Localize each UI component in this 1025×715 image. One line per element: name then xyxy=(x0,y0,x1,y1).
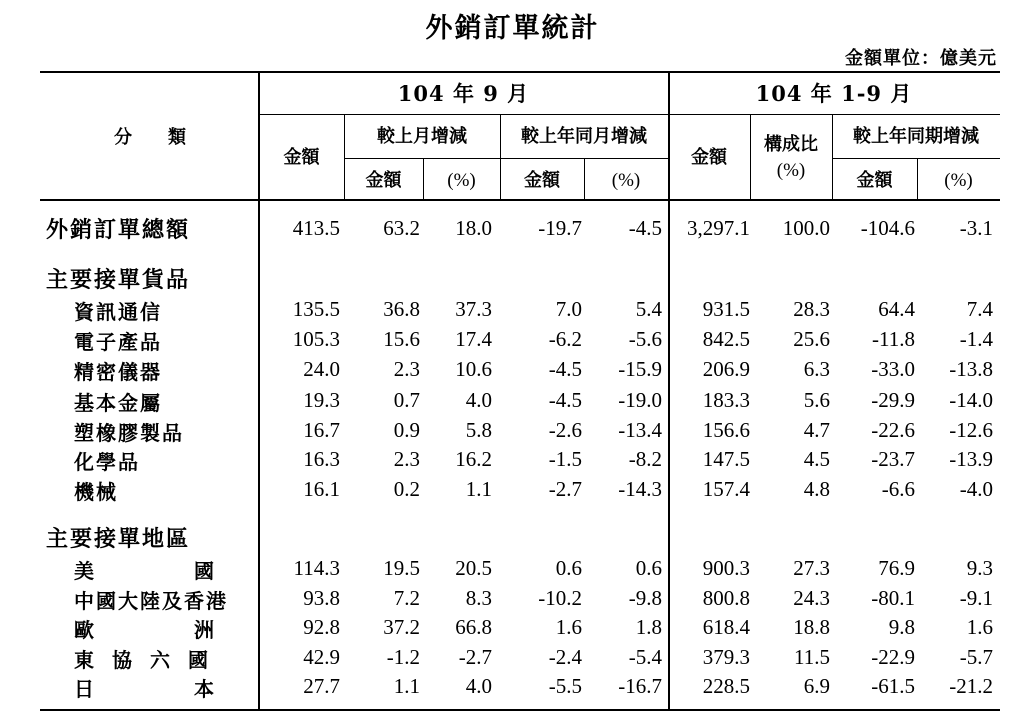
table-cell: 1.1 xyxy=(393,674,420,698)
table-cell: 7.4 xyxy=(966,297,993,321)
table-cell: 19.3 xyxy=(303,388,340,412)
table-cell: -61.5 xyxy=(871,674,915,698)
table-cell: 20.5 xyxy=(455,556,492,580)
table-cell: 842.5 xyxy=(702,327,750,351)
table-cell: -3.1 xyxy=(959,216,993,240)
row-label-char: 國 xyxy=(188,648,208,672)
table-cell: 24.3 xyxy=(793,586,830,610)
table-cell: 1.6 xyxy=(966,615,993,639)
table-cell: -4.5 xyxy=(548,388,582,412)
table-cell: 19.5 xyxy=(383,556,420,580)
period-month-header: 104 年 9 月 xyxy=(397,81,530,106)
table-cell: -11.8 xyxy=(872,327,915,351)
table-cell: -21.2 xyxy=(949,674,993,698)
table-cell: 24.0 xyxy=(303,357,340,381)
table-cell: 6.9 xyxy=(803,674,830,698)
table-cell: -1.2 xyxy=(386,645,420,669)
table-cell: 105.3 xyxy=(292,327,340,351)
table-cell: 157.4 xyxy=(702,477,750,501)
subheader-divider-ytd xyxy=(832,158,1000,159)
table-cell: -22.6 xyxy=(871,418,915,442)
vs-last-month-header: 較上月增減 xyxy=(377,126,467,147)
table-cell: 228.5 xyxy=(702,674,750,698)
total-row-label: 外銷訂單總額 xyxy=(46,217,191,243)
table-cell: 4.7 xyxy=(803,418,830,442)
table-cell: 183.3 xyxy=(702,388,750,412)
table-cell: -1.5 xyxy=(548,447,582,471)
row-label-char: 歐 xyxy=(74,618,94,642)
table-cell: -5.7 xyxy=(959,645,993,669)
table-cell: 27.7 xyxy=(303,674,340,698)
unit-label: 金額單位：億美元 xyxy=(845,48,997,69)
table-cell: 206.9 xyxy=(702,357,750,381)
row-label: 機械 xyxy=(74,480,118,504)
table-cell: 618.4 xyxy=(702,615,750,639)
table-cell: 1.8 xyxy=(635,615,662,639)
row-label-char: 協 xyxy=(112,648,132,672)
period-ytd-header: 104 年 1-9 月 xyxy=(755,81,913,106)
table-cell: -2.6 xyxy=(548,418,582,442)
row-label-char: 東 xyxy=(74,648,94,672)
table-cell: 8.3 xyxy=(465,586,492,610)
row-label-justified xyxy=(74,644,208,673)
subheader-divider-month xyxy=(344,158,668,159)
table-cell: 7.0 xyxy=(555,297,582,321)
table-cell: 0.6 xyxy=(635,556,662,580)
table-cell: -13.9 xyxy=(949,447,993,471)
row-label-char: 國 xyxy=(194,559,214,583)
month-amount-header: 金額 xyxy=(283,147,320,168)
table-cell: -22.9 xyxy=(871,645,915,669)
table-cell: -9.8 xyxy=(628,586,662,610)
section-heading: 主要接單地區 xyxy=(46,526,191,552)
table-cell: -5.6 xyxy=(628,327,662,351)
table-cell: 6.3 xyxy=(803,357,830,381)
table-cell: -4.0 xyxy=(959,477,993,501)
table-cell: -5.5 xyxy=(548,674,582,698)
row-label: 塑橡膠製品 xyxy=(74,421,184,445)
table-cell: 900.3 xyxy=(702,556,750,580)
table-cell: -80.1 xyxy=(871,586,915,610)
table-cell: 3,297.1 xyxy=(687,216,750,240)
table-cell: -4.5 xyxy=(628,216,662,240)
table-cell: 7.2 xyxy=(393,586,420,610)
table-cell: -104.6 xyxy=(860,216,915,240)
table-cell: -1.4 xyxy=(959,327,993,351)
table-cell: 1.1 xyxy=(465,477,492,501)
table-cell: -14.3 xyxy=(618,477,662,501)
table-cell: -13.8 xyxy=(949,357,993,381)
table-cell: 9.3 xyxy=(966,556,993,580)
sub-pct-header-2: (%) xyxy=(611,170,641,191)
table-cell: 4.8 xyxy=(803,477,830,501)
row-label-justified xyxy=(74,673,214,702)
table-cell: 5.6 xyxy=(803,388,830,412)
table-cell: 76.9 xyxy=(878,556,915,580)
share-header xyxy=(750,134,832,182)
vs-last-year-month-header: 較上年同月增減 xyxy=(521,126,647,147)
sub-pct-header-3: (%) xyxy=(944,170,973,191)
table-cell: 28.3 xyxy=(793,297,830,321)
table-cell: -4.5 xyxy=(548,357,582,381)
ytd-amount-header: 金額 xyxy=(691,147,727,168)
row-label-justified xyxy=(74,614,214,643)
table-cell: 379.3 xyxy=(702,645,750,669)
table-cell: 37.3 xyxy=(455,297,492,321)
table-cell: -19.0 xyxy=(618,388,662,412)
row-label-char: 本 xyxy=(194,677,214,701)
table-cell: 63.2 xyxy=(383,216,420,240)
table-cell: 16.1 xyxy=(303,477,340,501)
sub-pct-header-1: (%) xyxy=(447,170,476,191)
table-cell: -5.4 xyxy=(628,645,662,669)
table-cell: 147.5 xyxy=(702,447,750,471)
category-header: 分 類 xyxy=(114,127,186,148)
row-label: 中國大陸及香港 xyxy=(74,589,228,613)
table-cell: -33.0 xyxy=(871,357,915,381)
table-cell: 114.3 xyxy=(293,556,340,580)
period-header-divider xyxy=(259,114,1000,115)
table-cell: 5.4 xyxy=(635,297,662,321)
table-cell: 135.5 xyxy=(292,297,340,321)
table-cell: 0.7 xyxy=(393,388,420,412)
row-label-char: 日 xyxy=(74,677,94,701)
row-label-char: 六 xyxy=(150,648,170,672)
table-cell: 0.2 xyxy=(393,477,420,501)
header-bottom-border xyxy=(40,199,1000,201)
table-cell: -14.0 xyxy=(949,388,993,412)
table-cell: -9.1 xyxy=(959,586,993,610)
row-label: 精密儀器 xyxy=(74,360,162,384)
table-cell: -2.7 xyxy=(458,645,492,669)
vs-last-year-period-header: 較上年同期增減 xyxy=(853,126,979,147)
table-cell: 66.8 xyxy=(455,615,492,639)
page-title: 外銷訂單統計 xyxy=(425,13,600,44)
table-cell: 413.5 xyxy=(292,216,340,240)
row-label-char: 美 xyxy=(74,559,94,583)
share-header-label: 構成比 xyxy=(764,134,818,155)
sub-amount-header-2: 金額 xyxy=(524,170,560,191)
table-cell: 800.8 xyxy=(702,586,750,610)
row-label-char: 洲 xyxy=(194,618,214,642)
table-cell: 64.4 xyxy=(878,297,915,321)
table-cell: 5.8 xyxy=(465,418,492,442)
table-cell: 931.5 xyxy=(702,297,750,321)
table-cell: 25.6 xyxy=(793,327,830,351)
table-cell: 11.5 xyxy=(794,645,830,669)
section-heading: 主要接單貨品 xyxy=(46,267,191,293)
row-label: 資訊通信 xyxy=(74,300,162,324)
table-cell: -23.7 xyxy=(871,447,915,471)
table-cell: 2.3 xyxy=(393,357,420,381)
table-cell: 9.8 xyxy=(888,615,915,639)
table-top-border xyxy=(40,71,1000,73)
share-header-unit: (%) xyxy=(776,160,806,181)
table-cell: 16.2 xyxy=(455,447,492,471)
table-cell: 156.6 xyxy=(702,418,750,442)
table-cell: -12.6 xyxy=(949,418,993,442)
table-cell: 27.3 xyxy=(793,556,830,580)
table-cell: 18.0 xyxy=(455,216,492,240)
table-cell: -15.9 xyxy=(618,357,662,381)
table-cell: 0.6 xyxy=(555,556,582,580)
table-cell: -10.2 xyxy=(538,586,582,610)
table-cell: 15.6 xyxy=(383,327,420,351)
row-label-justified xyxy=(74,555,214,584)
row-label: 基本金屬 xyxy=(74,391,162,415)
table-cell: 37.2 xyxy=(383,615,420,639)
table-cell: 4.5 xyxy=(803,447,830,471)
table-cell: 16.3 xyxy=(303,447,340,471)
table-cell: -16.7 xyxy=(618,674,662,698)
table-bottom-border xyxy=(40,709,1000,711)
table-cell: -2.4 xyxy=(548,645,582,669)
table-cell: 100.0 xyxy=(782,216,830,240)
table-cell: -19.7 xyxy=(538,216,582,240)
table-cell: 2.3 xyxy=(393,447,420,471)
table-cell: 42.9 xyxy=(303,645,340,669)
table-cell: 17.4 xyxy=(455,327,492,351)
table-cell: -13.4 xyxy=(618,418,662,442)
table-cell: 4.0 xyxy=(465,388,492,412)
table-cell: -29.9 xyxy=(871,388,915,412)
table-cell: 1.6 xyxy=(555,615,582,639)
sub-amount-header-1: 金額 xyxy=(365,170,402,191)
table-cell: 10.6 xyxy=(455,357,492,381)
row-label: 電子產品 xyxy=(74,330,162,354)
table-cell: 18.8 xyxy=(793,615,830,639)
table-cell: 36.8 xyxy=(383,297,420,321)
table-cell: -6.2 xyxy=(548,327,582,351)
sub-amount-header-3: 金額 xyxy=(856,170,893,191)
table-cell: 0.9 xyxy=(393,418,420,442)
table-cell: 93.8 xyxy=(303,586,340,610)
row-label: 化學品 xyxy=(74,450,140,474)
table-cell: -8.2 xyxy=(628,447,662,471)
table-cell: 16.7 xyxy=(303,418,340,442)
table-cell: -6.6 xyxy=(881,477,915,501)
table-cell: -2.7 xyxy=(548,477,582,501)
table-cell: 92.8 xyxy=(303,615,340,639)
table-cell: 4.0 xyxy=(465,674,492,698)
